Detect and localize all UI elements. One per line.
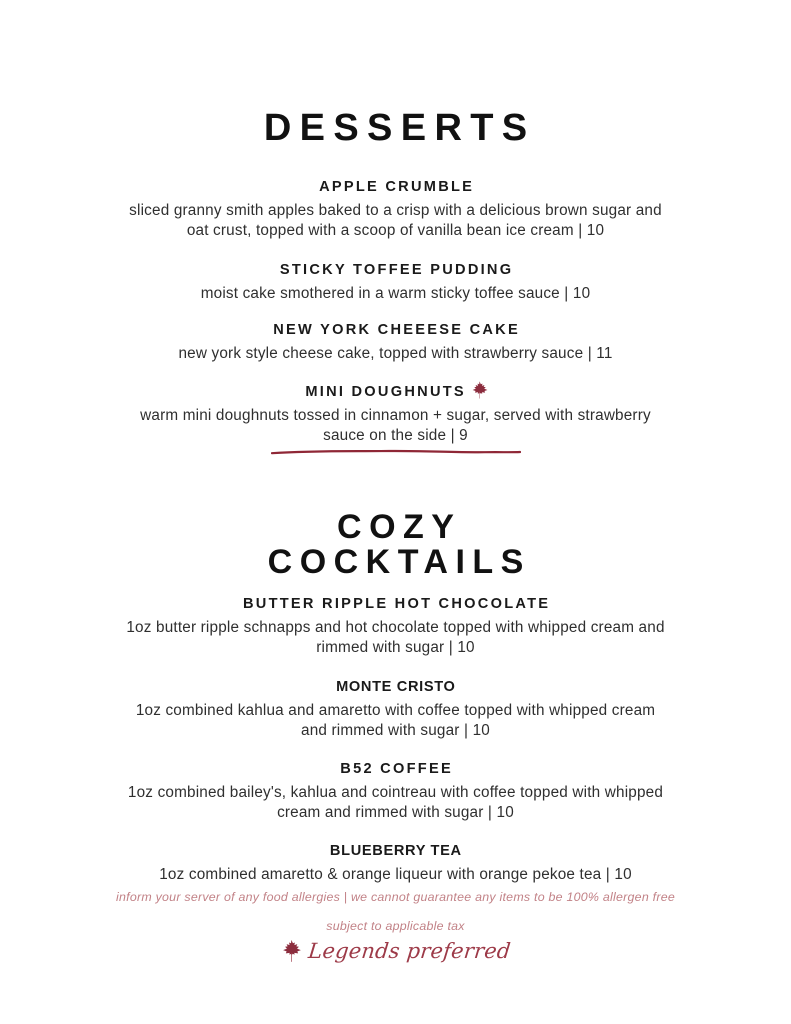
menu-item-name: BUTTER RIPPLE HOT CHOCOLATE [242,596,551,612]
cocktails-item-list [126,595,666,885]
menu-item-name: BLUEBERRY TEA [329,843,462,860]
menu-item-description: 1oz combined bailey's, kahlua and cointreau with coffee topped with whipped cream and rimmed with sugar | 10 [127,783,664,821]
allergy-note: inform your server of any food allergies | we cannot guarantee any items to be 100% allergen free [116,890,675,904]
menu-item-name: NEW YORK CHEEESE CAKE [273,321,520,338]
menu-item-description: warm mini doughnuts tossed in cinnamon + sugar, served with strawberry sauce on the side | 9 [140,406,651,444]
menu-item-description: moist cake smothered in a warm sticky toffee sauce | 10 [200,284,591,302]
menu-item-name-text: MINI DOUGHNUTS [305,383,466,400]
menu-item [126,178,666,241]
desserts-section-title: DESSERTS [263,107,536,150]
maple-leaf-icon [471,381,488,399]
menu-item-description: sliced granny smith apples baked to a crisp with a delicious brown sugar and oat crust, topped with a scoop of vanilla bean ice cream | 10 [129,201,662,239]
brand-logo [281,939,510,963]
cocktails-title-line-1: COZY [337,507,462,546]
menu-item [126,842,666,885]
menu-item [126,261,666,304]
desserts-item-list [126,178,666,446]
menu-item-description: 1oz butter ripple schnapps and hot chocolate topped with whipped cream and rimmed with sugar | 10 [126,618,665,656]
menu-item [126,678,666,741]
section-divider [271,445,521,459]
cocktails-section-title [0,507,791,582]
menu-item [126,595,666,658]
menu-item-name: B52 COFFEE [340,761,453,778]
menu-item [126,381,666,446]
maple-leaf-icon [281,939,301,963]
menu-item-description: new york style cheese cake, topped with strawberry sauce | 11 [178,344,613,362]
menu-item [126,760,666,823]
cocktails-title-line-2: COCKTAILS [267,543,531,582]
menu-item-name: STICKY TOFFEE PUDDING [279,262,514,279]
brand-name: Legends preferred [306,938,512,963]
menu-item-name: MONTE CRISTO [336,679,456,696]
menu-item-description: 1oz combined amaretto & orange liqueur with orange pekoe tea | 10 [159,865,632,883]
menu-item-name [126,381,666,403]
menu-item-description: 1oz combined kahlua and amaretto with coffee topped with whipped cream and rimmed with sugar | 10 [135,701,656,739]
footer-disclaimer [96,891,696,933]
tax-note: subject to applicable tax [326,919,465,934]
menu-item-name: APPLE CRUMBLE [319,179,475,195]
menu-item [126,321,666,364]
